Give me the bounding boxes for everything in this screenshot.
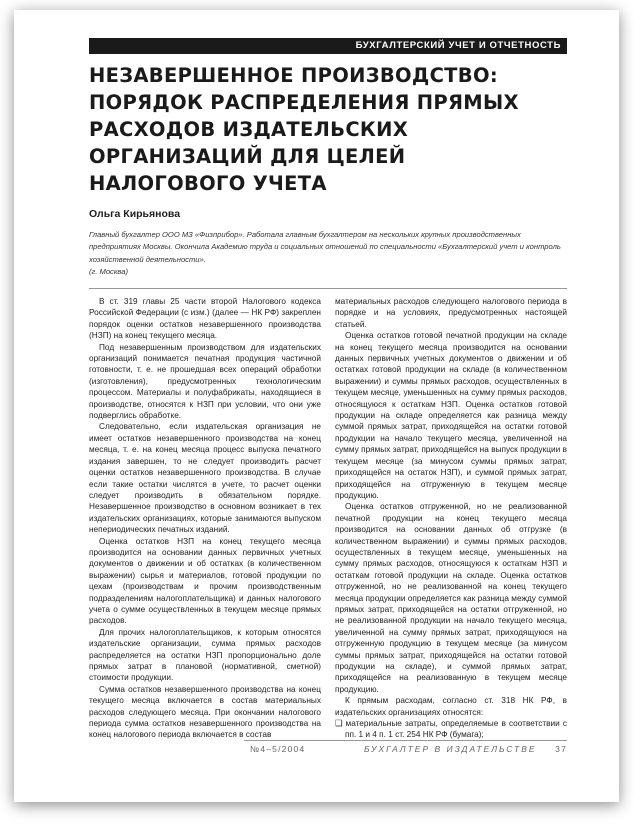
author-name: Ольга Кирьянова: [89, 208, 181, 220]
paragraph: Следовательно, если издательская организация не имеет остатков незавершенного производства на конец месяца, т. е. на конец месяца процесс выпуска печатного издания завершен, то не следует производить расчет оценки остатков незавершенного производства. В случае если такие остатки числятся в учете, то расчет оценки следует производить в обязательном порядке. Незавершенное производство в основном возникает в тех издательских организациях, которые занимаются выпуском непериодических печатных изданий.: [89, 422, 321, 535]
divider: [89, 288, 567, 289]
author-bio-text: Главный бухгалтер ООО МЗ «Физприбор». Работала главным бухгалтером на нескольких крупных производственных предприятиях Москвы. Окончила Академию труда и социальных отношений по специальности «Бухгалтерский учет и контроль хозяйственной деятельности».: [89, 230, 561, 264]
text-column-left: [89, 296, 321, 741]
author-bio: [89, 229, 567, 278]
section-title: БУХГАЛТЕРСКИЙ УЧЕТ И ОТЧЕТНОСТЬ: [355, 40, 561, 51]
article-title: НЕЗАВЕРШЕННОЕ ПРОИЗВОДСТВО: ПОРЯДОК РАСПРЕДЕЛЕНИЯ ПРЯМЫХ РАСХОДОВ ИЗДАТЕЛЬСКИХ ОРГАНИЗАЦИЙ ДЛЯ ЦЕЛЕЙ НАЛОГОВОГО УЧЕТА: [89, 64, 519, 195]
footer-divider: [244, 740, 567, 741]
paragraph-continuation: материальных расходов следующего налогового периода в порядке и на условиях, предусмотренных настоящей статьей.: [335, 297, 567, 329]
checkbox-bullet-icon: ❑: [335, 719, 343, 729]
magazine-page: [14, 10, 619, 802]
issue-number: №4–5/2004: [250, 744, 306, 754]
magazine-name: БУХГАЛТЕР В ИЗДАТЕЛЬСТВЕ: [364, 744, 537, 754]
paragraph: В ст. 319 главы 25 части второй Налогового кодекса Российской Федерации (с изм.) (далее — НК РФ) закреплен порядок оценки остатков незавершенного производства (НЗП) на конец текущего месяца.: [89, 297, 321, 341]
author-city: (г. Москва): [89, 266, 128, 276]
page-footer: [244, 744, 567, 756]
bullet-item: [335, 718, 567, 741]
section-header-bar: [89, 38, 567, 54]
paragraph: К прямым расходам, согласно ст. 318 НК РФ, в издательских организациях относятся:: [335, 696, 567, 717]
paragraph: Оценка остатков готовой печатной продукции на складе на конец текущего месяца производится на основании данных первичных учетных документов о движении и об остатках готовой продукции на складе (в количественном выражении) и суммы прямых расходов, осуществленных в текущем месяце, уменьшенных на сумму прямых расходов, относящуюся к остаткам НЗП. Оценка остатков готовой продукции на складе определяется как разница между суммой прямых затрат, приходящейся на остатки готовой продукции на начало текущего месяца, увеличенной на сумму прямых затрат, приходящейся на выпуск продукции в текущем месяце (за минусом суммы прямых затрат, приходящейся на остаток НЗП), и суммой прямых затрат, приходящейся на отгруженную в текущем месяце продукцию.: [335, 331, 567, 500]
paragraph: Оценка остатков НЗП на конец текущего месяца производится на основании данных первичных учетных документов о движении и об остатках (в количественном выражении) сырья и материалов, готовой продукции по цехам (производствам и прочим производственным подразделениям налогоплательщика) и данных налогового учета о сумме осуществленных в текущем месяце прямых расходов.: [89, 536, 321, 626]
page-number: 37: [555, 744, 567, 754]
text-column-right: [335, 296, 567, 741]
paragraph: Оценка остатков отгруженной, но не реализованной печатной продукции на конец текущего месяца производится на основании данных об отгрузке (в количественном выражении) и суммы прямых расходов, осуществленных в текущем месяце, уменьшенных на сумму прямых расходов, относящуюся к остаткам НЗП и остаткам готовой продукции на складе. Оценка остатков отгруженной, но не реализованной на конец текущего месяца продукции определяется как разница между суммой прямых затрат, приходящейся на остатки отгруженной, но не реализованной продукции на начало текущего месяца, увеличенной на сумму прямых затрат, приходящуюся на отгруженную продукцию в текущем месяце (за минусом суммы прямых затрат, приходящейся на остатки готовой продукции на складе), и суммой прямых затрат, приходящейся на реализованную в текущем месяце продукцию.: [335, 502, 567, 694]
paragraph: Для прочих налогоплательщиков, к которым относятся издательские организации, сумма прямых расходов распределяется на остатки НЗП пропорционально доле прямых затрат в плановой (нормативной, сметной) стоимости продукции.: [89, 627, 321, 683]
bullet-text: материальные затраты, определяемые в соответствии с пп. 1 и 4 п. 1 ст. 254 НК РФ (бумага);: [345, 719, 568, 740]
paragraph: Сумма остатков незавершенного производства на конец текущего месяца включается в состав материальных расходов следующего месяца. При окончании налогового периода сумма остатков незавершенного производства на конец налогового периода включается в состав: [89, 684, 321, 740]
paragraph: Под незавершенным производством для издательских организаций понимается печатная продукция частичной готовности, т. е. не прошедшая всех операций обработки (изготовления), предусмотренных технологическим процессом. Материалы и полуфабрикаты, находящиеся в производстве, относятся к НЗП при условии, что они уже подверглись обработке.: [89, 342, 321, 421]
